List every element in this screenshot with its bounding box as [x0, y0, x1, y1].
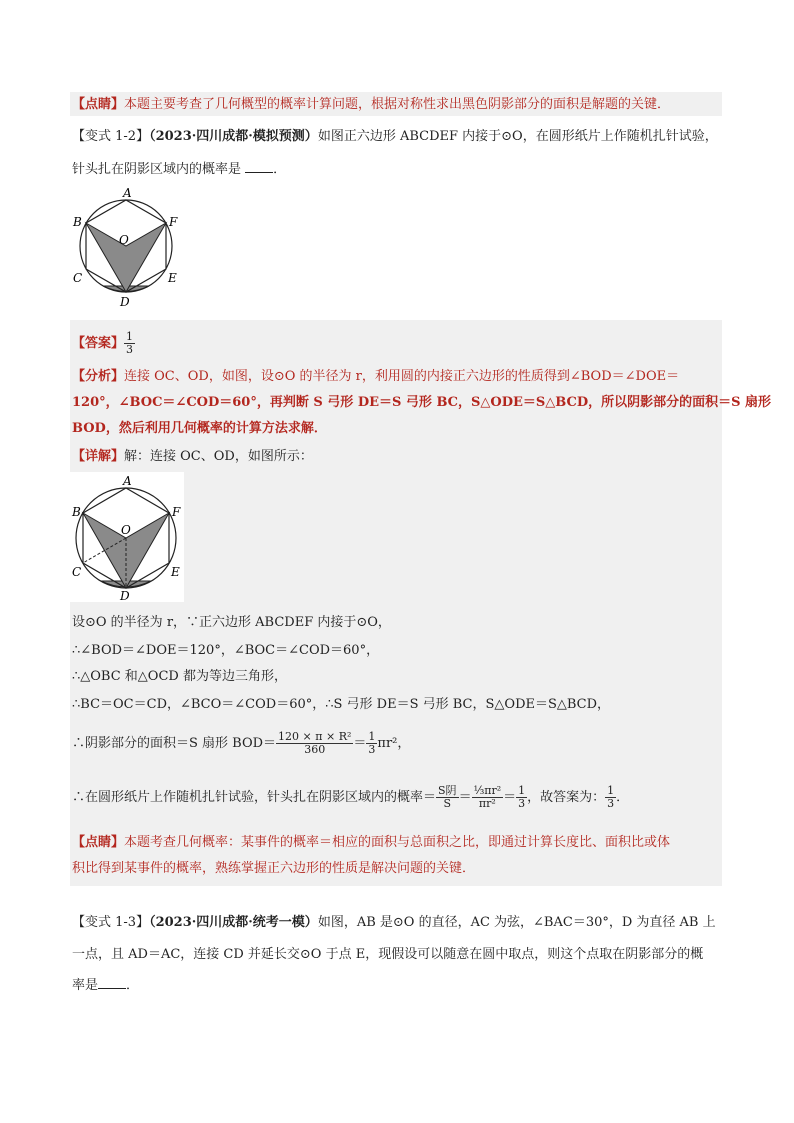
detail-step4: ∴BC＝OC＝CD，∠BCO＝∠COD＝60°，∴S 弓形 DE＝S 弓形 BC，S△ODE＝S△BCD，	[72, 697, 611, 712]
label-a: A	[123, 474, 132, 488]
variant13-line2: 一点，且 AD＝AC，连接 CD 并延长交⊙O 于点 E，现假设可以随意在圆中取点，则这个点取在阴影部分的概	[72, 947, 704, 962]
dianjing2-tag: 【点睛】	[72, 835, 125, 850]
label-b: B	[72, 505, 81, 519]
step5-prefix: ∴阴影部分的面积＝S 扇形 BOD＝	[72, 736, 277, 751]
variant13-line1	[72, 914, 716, 932]
analysis-line2: 120°，∠BOC＝∠COD＝60°，再判断 S 弓形 DE＝S 弓形 BC，S△ODE＝S△BCD，所以阴影部分的面积＝S 扇形	[72, 395, 772, 410]
step6-a-den: 3	[607, 797, 615, 810]
dianjing1-tag: 【点睛】	[72, 97, 125, 112]
label-e: E	[168, 271, 177, 285]
label-f: F	[172, 505, 181, 519]
detail-step3: ∴△OBC 和△OCD 都为等边三角形，	[72, 669, 287, 684]
hexagon-figure-2	[70, 472, 184, 602]
detail-step5	[72, 724, 410, 764]
variant12-text: 如图正六边形 ABCDEF 内接于⊙O，在圆形纸片上作随机扎针试验，	[317, 129, 718, 144]
step6-eq2: ＝	[503, 790, 517, 805]
variant12-source: （2023·四川成都·模拟预测）	[149, 129, 318, 144]
variant13-source: （2023·四川成都·统考一模）	[149, 915, 318, 930]
label-a: A	[123, 186, 132, 200]
step5-eq: ＝	[353, 736, 367, 751]
step6-eq1: ＝	[458, 790, 472, 805]
dianjing2-line1	[72, 834, 670, 852]
label-c: C	[72, 565, 82, 579]
label-d: D	[120, 589, 130, 602]
step6-r-den: 3	[518, 797, 526, 810]
detail-line	[72, 448, 313, 466]
variant12-question: 针头扎在阴影区域内的概率是	[72, 162, 242, 177]
step6-result	[516, 785, 527, 810]
detail-tag: 【详解】	[72, 449, 125, 464]
variant13-text1: 如图，AB 是⊙O 的直径，AC 为弦，∠BAC＝30°，D 为直径 AB 上	[317, 915, 716, 930]
step6-answer	[605, 785, 616, 810]
variant13-line3: 率是 ．	[72, 978, 140, 993]
answer-fraction	[124, 331, 135, 356]
variant13-text3: 率是	[72, 978, 99, 993]
step6-prefix: ∴在圆形纸片上作随机扎针试验，针头扎在阴影区域内的概率＝	[72, 790, 437, 805]
step6-f1	[436, 785, 459, 810]
answer-den: 3	[126, 343, 134, 356]
dianjing2-text1: 本题考查几何概率：某事件的概率＝相应的面积与总面积之比，即通过计算长度比、面积比或体	[124, 835, 671, 850]
step6-f2-den: πr²	[478, 797, 496, 810]
step5-coef	[366, 731, 377, 756]
step5-frac-den: 360	[304, 743, 326, 756]
answer-blank	[245, 160, 273, 173]
step5-coef-num: 1	[368, 730, 376, 743]
label-o: O	[121, 523, 131, 537]
label-f: F	[169, 215, 178, 229]
dianjing1-text: 本题主要考查了几何概型的概率计算问题，根据对称性求出黑色阴影部分的面积是解题的关键．	[124, 97, 671, 112]
variant12-line1	[72, 128, 718, 146]
label-o: O	[119, 233, 129, 247]
hexagon-figure-1	[70, 186, 190, 308]
step6-f2	[472, 785, 504, 810]
variant13-tag: 【变式 1-3】	[72, 915, 150, 930]
step5-suffix: πr²，	[377, 736, 411, 751]
detail-step2: ∴∠BOD＝∠DOE＝120°，∠BOC＝∠COD＝60°，	[72, 643, 380, 658]
analysis-text1: 连接 OC、OD，如图，设⊙O 的半径为 r，利用圆的内接正六边形的性质得到∠BOD＝∠DOE＝	[124, 369, 680, 384]
label-d: D	[120, 295, 130, 308]
step5-coef-den: 3	[368, 743, 376, 756]
label-e: E	[171, 565, 180, 579]
analysis-line1	[72, 368, 679, 386]
step5-frac-num: 120 × π × R²	[278, 730, 352, 743]
step6-end: ．	[616, 790, 630, 805]
detail-step1: 设⊙O 的半径为 r，∵正六边形 ABCDEF 内接于⊙O，	[72, 615, 391, 630]
detail-intro: 解：连接 OC、OD，如图所示：	[124, 449, 313, 464]
answer-blank-2	[98, 976, 126, 989]
answer-num: 1	[126, 330, 134, 343]
step6-mid: ，故答案为：	[527, 790, 606, 805]
step6-f2-num: ⅓πr²	[473, 784, 502, 797]
answer-tag: 【答案】	[72, 336, 125, 351]
step6-f1-num: S阴	[438, 784, 457, 797]
answer-line	[72, 330, 135, 358]
step5-fraction	[276, 731, 353, 756]
analysis-line3: BOD，然后利用几何概率的计算方法求解．	[72, 421, 327, 436]
variant12-line2: 针头扎在阴影区域内的概率是 ．	[72, 162, 287, 177]
variant12-tag: 【变式 1-2】	[72, 129, 150, 144]
detail-step6	[72, 776, 629, 820]
dianjing1-line	[72, 96, 670, 114]
analysis-tag: 【分析】	[72, 369, 125, 384]
label-b: B	[73, 215, 82, 229]
dianjing2-line2: 积比得到某事件的概率，熟练掌握正六边形的性质是解决问题的关键．	[72, 861, 476, 876]
step6-f1-den: S	[443, 797, 452, 810]
step6-r-num: 1	[518, 784, 526, 797]
label-c: C	[73, 271, 83, 285]
step6-a-num: 1	[607, 784, 615, 797]
